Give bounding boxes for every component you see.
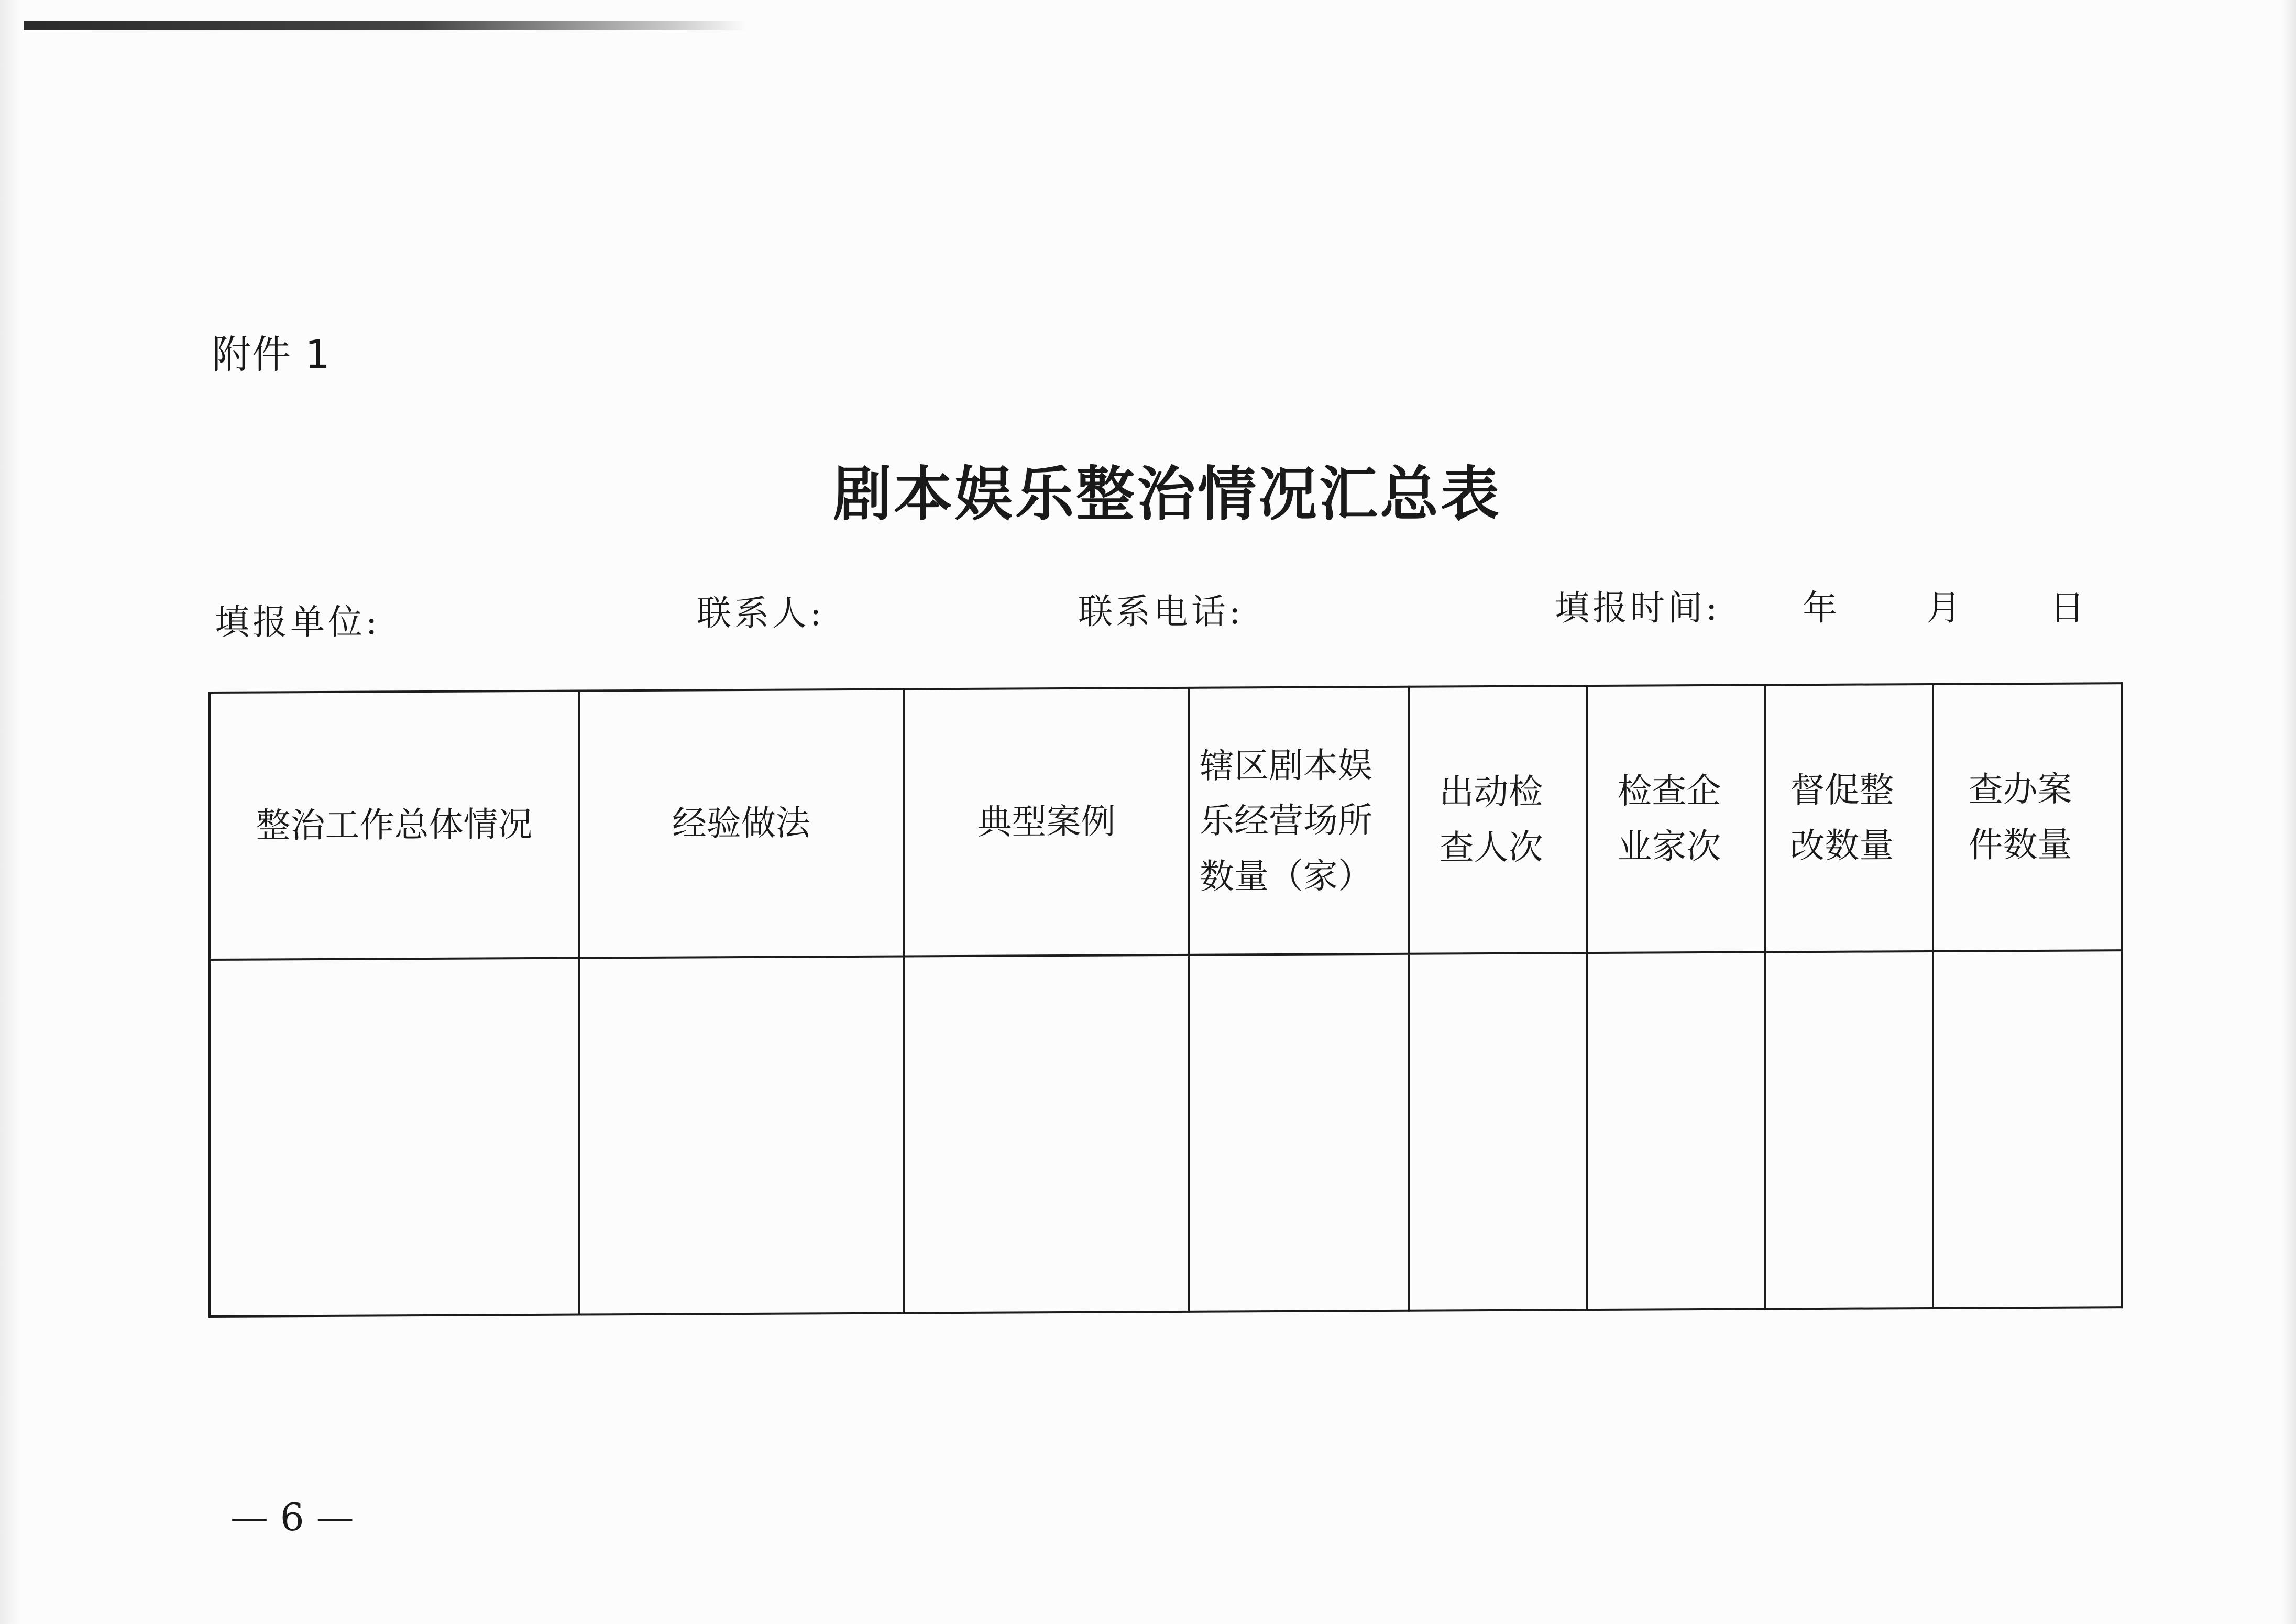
- header-experience: 经验做法: [579, 689, 904, 958]
- cell-rectification-count[interactable]: [1765, 951, 1933, 1309]
- report-date-label: 填报时间:: [1555, 588, 1721, 628]
- page-number: — 6 —: [230, 1495, 354, 1539]
- cell-case-count[interactable]: [1933, 950, 2122, 1308]
- contact-person-label: 联系人:: [697, 593, 825, 633]
- header-typical-cases: 典型案例: [904, 688, 1189, 957]
- table-row: [210, 950, 2122, 1316]
- cell-typical-cases[interactable]: [904, 955, 1189, 1313]
- cell-overall-status[interactable]: [210, 958, 579, 1316]
- report-date-field: [1555, 588, 2088, 628]
- cell-enterprise-checks[interactable]: [1587, 952, 1765, 1310]
- scan-edge-mark: [24, 21, 746, 30]
- scan-shadow-right: [2281, 0, 2296, 1624]
- cell-venue-count[interactable]: [1189, 954, 1409, 1312]
- header-venue-count: 辖区剧本娱乐经营场所数量（家）: [1189, 687, 1409, 955]
- reporting-unit-label: 填报单位:: [215, 602, 381, 642]
- attachment-label: 附件 1: [212, 332, 331, 377]
- summary-table: [208, 682, 2121, 1318]
- header-rectification-count: 督促整改数量: [1765, 684, 1933, 952]
- date-month: 月: [1926, 588, 1964, 628]
- summary-table-grid: [208, 682, 2123, 1318]
- date-day: 日: [2050, 588, 2088, 628]
- contact-phone-label: 联系电话:: [1078, 591, 1244, 632]
- date-year: 年: [1803, 588, 1841, 628]
- cell-experience[interactable]: [579, 957, 904, 1315]
- cell-inspection-persons[interactable]: [1409, 953, 1587, 1311]
- table-header-row: [210, 683, 2122, 960]
- scan-shadow-left: [0, 0, 20, 1624]
- form-title: 剧本娱乐整治情况汇总表: [833, 460, 1501, 529]
- date-parts: [1803, 588, 2088, 628]
- header-overall-status: 整治工作总体情况: [210, 691, 579, 960]
- header-case-count: 查办案件数量: [1933, 683, 2122, 951]
- header-inspection-persons: 出动检查人次: [1409, 686, 1587, 954]
- header-enterprise-checks: 检查企业家次: [1587, 685, 1765, 953]
